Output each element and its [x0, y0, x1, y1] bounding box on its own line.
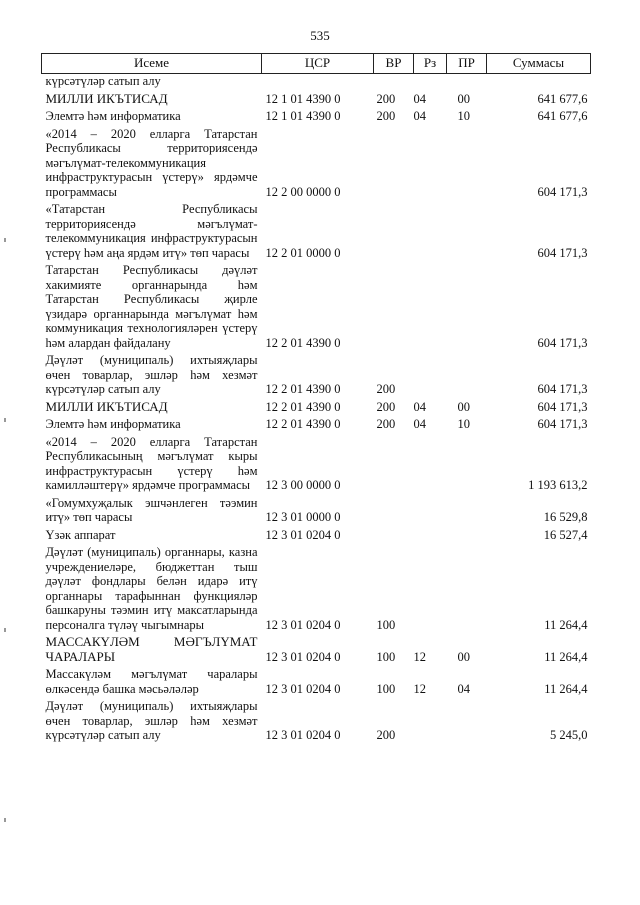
row-vr [374, 202, 414, 263]
row-name: МАССАКҮЛӘМ МӘГЪЛҮМАТ ЧАРАЛАРЫ [45, 634, 258, 664]
row-rz [414, 202, 447, 263]
row-sum: 641 677,6 [537, 109, 588, 123]
row-rz [414, 127, 447, 203]
row-csr: 12 2 00 0000 0 [265, 184, 341, 199]
header-pr: ПР [447, 54, 487, 74]
row-vr: 200 [376, 382, 396, 396]
row-pr: 04 [457, 681, 470, 696]
table-row [42, 417, 591, 435]
row-pr: 00 [457, 649, 470, 664]
row-sum: 604 171,3 [537, 245, 588, 260]
scan-margin-mark [4, 418, 6, 422]
row-csr [262, 74, 374, 92]
row-pr: 00 [457, 399, 470, 414]
row-sum: 604 171,3 [537, 417, 588, 431]
table-row [42, 74, 591, 92]
row-vr [374, 74, 414, 92]
row-vr: 200 [376, 91, 396, 106]
row-sum: 604 171,3 [537, 335, 588, 350]
row-vr: 100 [376, 649, 396, 664]
row-rz: 12 [413, 649, 426, 664]
page-number: 535 [310, 28, 330, 43]
row-csr: 12 3 01 0204 0 [265, 728, 341, 742]
row-rz [414, 545, 447, 635]
header-name: Исеме [42, 54, 262, 74]
table-row [42, 92, 591, 110]
row-pr [447, 435, 487, 496]
header-vr: ВР [374, 54, 414, 74]
row-csr: 12 3 01 0204 0 [265, 681, 341, 696]
row-name: Дәүләт (муниципаль) органнары, казна учреждениеләре, бюджеттан тыш дәүләт фондлары белән идарә итү органнары тарафыннан функцияләр башкаруны тәэмин итү максатларында персоналга түләү чыгымнары [45, 545, 258, 632]
row-name: Массакүләм мәгълүмат чаралары өлкәсендә башка мәсьәләләр [45, 667, 258, 696]
table-row [42, 400, 591, 418]
scan-margin-mark [4, 628, 6, 632]
row-rz: 04 [413, 399, 426, 414]
table-header [42, 54, 591, 74]
row-sum: 11 264,4 [544, 617, 588, 632]
row-csr: 12 1 01 4390 0 [265, 91, 341, 106]
row-name: Дәүләт (муниципаль) ихтыяҗлары өчен товарлар, эшләр һәм хезмәт күрсәтүләр сатып алу [45, 699, 258, 742]
row-name: МИЛЛИ ИКЪТИСАД [45, 398, 168, 414]
row-rz [414, 435, 447, 496]
row-rz [414, 496, 447, 528]
scan-margin-mark [4, 818, 6, 822]
row-vr [374, 528, 414, 546]
row-sum: 5 245,0 [550, 728, 588, 742]
row-pr: 10 [457, 109, 470, 123]
row-vr [374, 496, 414, 528]
row-sum: 641 677,6 [537, 91, 588, 106]
row-name: Элемтә һәм информатика [45, 417, 181, 431]
table-row [42, 699, 591, 746]
row-sum: 604 171,3 [537, 382, 588, 396]
row-vr [374, 127, 414, 203]
row-sum: 604 171,3 [537, 184, 588, 199]
row-name: «Гомумхуҗалык эшчәнлеген тәэмин итү» төп чарасы [45, 495, 258, 524]
row-rz: 04 [413, 91, 426, 106]
row-name: Татарстан Республикасы дәүләт хакимияте органнарында һәм Татарстан Республикасы җирле үзидарә органнарында мәгълүмат һәм коммуникация технологияләрен үстерү һәм алардан файдалану [45, 263, 258, 350]
row-vr: 200 [376, 399, 396, 414]
table-row [42, 127, 591, 203]
row-name: «2014 – 2020 елларга Татарстан Республикасы территориясендә мәгълүмат-телекоммуникация инфраструктурасын үстерү» ярдәмче программасы [45, 126, 258, 199]
row-vr: 200 [376, 728, 396, 742]
row-vr: 100 [376, 617, 396, 632]
row-sum: 16 529,8 [543, 510, 588, 524]
row-csr: 12 2 01 4390 0 [265, 335, 341, 350]
row-csr: 12 2 01 0000 0 [265, 245, 341, 260]
row-pr [447, 496, 487, 528]
row-pr [447, 202, 487, 263]
row-rz [414, 528, 447, 546]
row-vr: 200 [376, 417, 396, 431]
row-pr [447, 263, 487, 353]
row-csr: 12 3 01 0204 0 [265, 617, 341, 632]
row-vr [374, 263, 414, 353]
row-name: Дәүләт (муниципаль) ихтыяҗлары өчен товарлар, эшләр һәм хезмәт күрсәтүләр сатып алу [45, 353, 258, 396]
row-vr [374, 435, 414, 496]
table-row [42, 435, 591, 496]
row-csr: 12 2 01 4390 0 [265, 399, 341, 414]
row-rz: 04 [413, 109, 426, 123]
header-csr: ЦСР [262, 54, 374, 74]
row-name: күрсәтүләр сатып алу [45, 74, 161, 88]
row-csr: 12 3 01 0204 0 [265, 649, 341, 664]
table-row [42, 545, 591, 635]
row-pr [447, 74, 487, 92]
row-rz [414, 263, 447, 353]
row-sum: 1 193 613,2 [528, 478, 588, 492]
row-pr: 10 [457, 417, 470, 431]
row-csr: 12 3 01 0204 0 [265, 527, 341, 542]
table-row [42, 496, 591, 528]
table-row [42, 202, 591, 263]
header-rz: Рз [414, 54, 447, 74]
row-vr: 100 [376, 681, 396, 696]
header-sum: Суммасы [487, 54, 591, 74]
row-rz [414, 353, 447, 400]
row-sum: 11 264,4 [544, 649, 588, 664]
row-sum: 16 527,4 [543, 527, 588, 542]
row-rz: 04 [413, 417, 426, 431]
row-rz [414, 699, 447, 746]
row-rz [414, 74, 447, 92]
row-name: МИЛЛИ ИКЪТИСАД [45, 90, 168, 106]
scan-margin-mark [4, 238, 6, 242]
row-csr: 12 3 00 0000 0 [265, 478, 341, 492]
budget-table [41, 53, 591, 746]
row-csr: 12 2 01 4390 0 [265, 417, 341, 431]
row-name: «2014 – 2020 елларга Татарстан Республикасының мәгълүмат кыры инфраструктурасын үстерү һәм камилләштерү» ярдәмче программасы [45, 434, 258, 492]
row-sum [487, 74, 591, 92]
row-rz: 12 [413, 681, 426, 696]
row-pr [447, 528, 487, 546]
row-pr [447, 545, 487, 635]
row-csr: 12 1 01 4390 0 [265, 109, 341, 123]
table-row [42, 528, 591, 546]
row-name: Үзәк аппарат [45, 527, 116, 542]
row-pr [447, 353, 487, 400]
table-row [42, 109, 591, 127]
row-pr [447, 127, 487, 203]
row-name: «Татарстан Республикасы территориясендә мәгълүмат-телекоммуникация инфраструктурасын үстерү һәм аңа ярдәм итү» төп чарасы [45, 202, 258, 260]
row-sum: 11 264,4 [544, 681, 588, 696]
row-sum: 604 171,3 [537, 399, 588, 414]
table-row [42, 667, 591, 699]
row-name: Элемтә һәм информатика [45, 109, 181, 123]
table-row [42, 263, 591, 353]
row-csr: 12 3 01 0000 0 [265, 510, 341, 524]
row-pr: 00 [457, 91, 470, 106]
row-pr [447, 699, 487, 746]
table-row [42, 635, 591, 667]
row-vr: 200 [376, 109, 396, 123]
table-body [42, 74, 591, 746]
table-row [42, 353, 591, 400]
row-csr: 12 2 01 4390 0 [265, 382, 341, 396]
